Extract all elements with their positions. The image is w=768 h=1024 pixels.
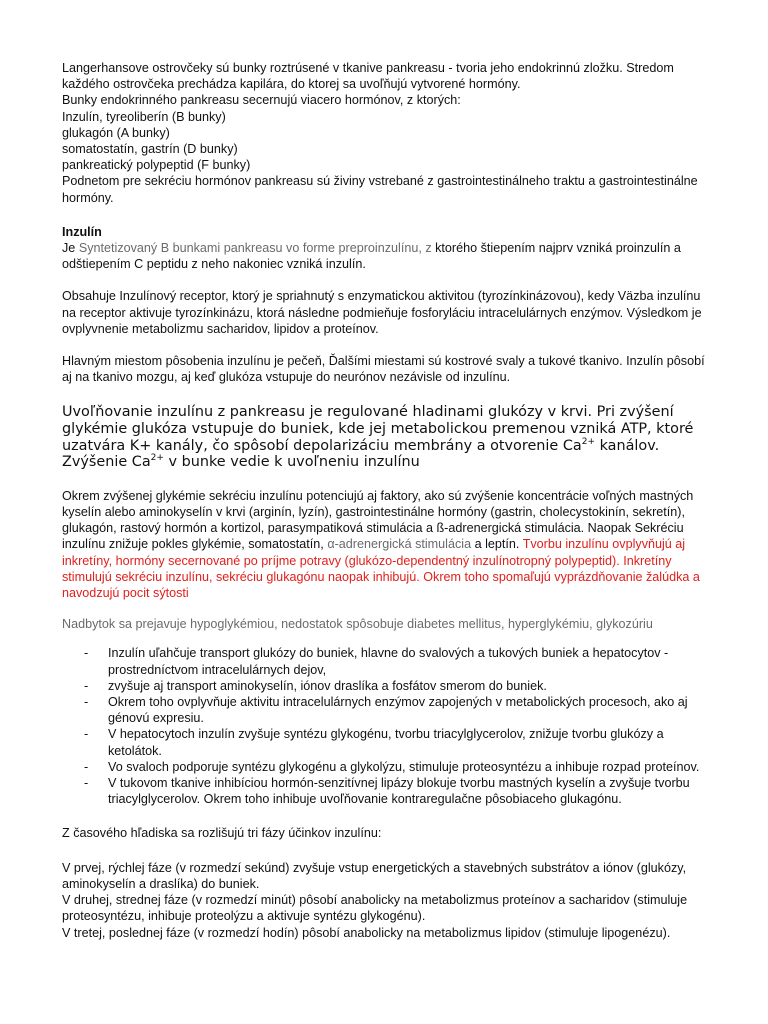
release-text-a: Uvoľňovanie inzulínu z pankreasu je regulované hladinami glukózy v krvi. Pri zvýšení glykémie glukóza vstupuje do buniek, kde jej metabolickou premenou vzniká ATP, ktoré uzatvára K+ kanály, čo spôsobí depolarizáciu membrány a otvorenie Ca bbox=[62, 404, 694, 454]
phase-second-paragraph: V druhej, strednej fáze (v rozmedzí minút) pôsobí anabolicky na metabolizmus proteínov a sacharidov (stimuluje proteosyntézu, inhibuje proteolýzu a aktivuje syntézu glykogénu). bbox=[62, 893, 688, 924]
release-text-b: kanálov. Zvýšenie Ca bbox=[62, 437, 660, 471]
list-item-text: Okrem toho ovplyvňuje aktivitu intracelulárnych enzýmov zapojených v metabolických procesoch, ako aj génovú expresiu. bbox=[108, 695, 688, 726]
list-item bbox=[62, 775, 710, 807]
factors-gray-text: α-adrenergická stimulácia bbox=[327, 537, 472, 552]
phase-third-paragraph: V tretej, poslednej fáze (v rozmedzí hodín) pôsobí anabolicky na metabolizmus lipidov (stimuluje lipogenézu). bbox=[62, 925, 671, 940]
phase-first-paragraph: V prvej, rýchlej fáze (v rozmedzí sekúnd) zvyšuje vstup energetických a stavebných substrátov a iónov (glukózy, aminokyselín a draslíka) do buniek. bbox=[62, 860, 687, 891]
list-item bbox=[62, 645, 710, 677]
intro-section bbox=[62, 60, 710, 206]
insulin-action-site-paragraph: Hlavným miestom pôsobenia inzulínu je pečeň, Ďalšími miestami sú kostrové svaly a tukové tkanivo. Inzulín pôsobí aj na tkanivo mozgu, aj keď glukóza vstupuje do neurónov nezávisle od inzulínu. bbox=[62, 354, 705, 385]
intro-paragraph-stimulus: Podnetom pre sekréciu hormónov pankreasu sú živiny vstrebané z gastrointestinálneho traktu a gastrointestinálne hormóny. bbox=[62, 174, 698, 205]
section-heading-insulin: Inzulín bbox=[62, 224, 102, 239]
phases-section bbox=[62, 860, 710, 941]
list-item bbox=[62, 678, 710, 694]
list-item-text: V hepatocytoch inzulín zvyšuje syntézu glykogénu, tvorbu triacylglycerolov, znižuje tvorbu glukózy a ketolátok. bbox=[108, 727, 664, 758]
synthesis-gray-text: Syntetizovaný B bunkami pankreasu vo forme preproinzulínu, z bbox=[78, 241, 432, 256]
intro-paragraph-islets: Langerhansove ostrovčeky sú bunky roztrúsené v tkanive pankreasu - tvoria jeho endokrinnú zložku. Stredom každého ostrovčeka prechádza kapilára, do ktorej sa uvoľňujú vytvorené hormóny. bbox=[62, 61, 674, 92]
insulin-receptor-paragraph: Obsahuje Inzulínový receptor, ktorý je spriahnutý s enzymatickou aktivitou (tyrozínkinázovou), kedy Väzba inzulínu na receptor aktivuje tyrozínkinázu, ktorá následne podmieňuje fosforyláciu intracelulárnych enzýmov. Výsledkom je ovplyvnenie metabolizmu sacharidov, lipidov a proteínov. bbox=[62, 289, 702, 336]
list-item bbox=[62, 726, 710, 758]
list-item bbox=[62, 759, 710, 775]
list-item-text: zvyšuje aj transport aminokyselín, iónov draslíka a fosfátov smerom do buniek. bbox=[108, 678, 547, 693]
excess-deficiency-paragraph: Nadbytok sa prejavuje hypoglykémiou, nedostatok spôsobuje diabetes mellitus, hyperglykémiu, glykozúriu bbox=[62, 617, 653, 632]
list-item-text: Inzulín uľahčuje transport glukózy do buniek, hlavne do svalových a tukových buniek a hepatocytov - prostredníctvom intracelulárnych dejov, bbox=[108, 646, 669, 677]
hormone-line-a-cells: glukagón (A bunky) bbox=[62, 125, 170, 140]
hormone-line-d-cells: somatostatín, gastrín (D bunky) bbox=[62, 142, 238, 157]
synthesis-rest: ktorého štiepením najprv vzniká proinzulín a odštiepením C peptidu z neho nakoniec vzniká inzulín. bbox=[62, 241, 681, 272]
release-text-c: v bunke vedie k uvoľneniu inzulínu bbox=[163, 454, 420, 471]
hormone-line-f-cells: pankreatický polypeptid (F bunky) bbox=[62, 158, 251, 173]
insulin-release-paragraph bbox=[62, 404, 710, 470]
list-item bbox=[62, 694, 710, 726]
phases-intro-paragraph: Z časového hľadiska sa rozlišujú tri fázy účinkov inzulínu: bbox=[62, 826, 382, 841]
insulin-synthesis-paragraph bbox=[62, 240, 710, 272]
insulin-effects-list bbox=[62, 645, 710, 807]
incretins-red-text: Tvorbu inzulínu ovplyvňujú aj inkretíny, hormóny secernované po príjme potravy (glukózo-dependentný inzulínotropný polypeptid). Inkretíny stimulujú sekréciu inzulínu, sekréciu glukagónu naopak inhibujú. Okrem toho spomaľujú vyprázdňovanie žalúdka a navodzujú pocit sýtosti bbox=[62, 537, 700, 601]
bullet-dash: - bbox=[84, 695, 89, 710]
bullet-dash: - bbox=[84, 776, 89, 791]
bullet-dash: - bbox=[84, 759, 89, 774]
list-item-text: V tukovom tkanive inhibíciou hormón-senzitívnej lipázy blokuje tvorbu mastných kyselín a zvyšuje tvorbu triacylglycerolov. Okrem toho inhibuje uvoľňovanie kontraregulačne pôsobiaceho glukagónu. bbox=[108, 776, 690, 807]
intro-paragraph-hormones: Bunky endokrinného pankreasu secernujú viacero hormónov, z ktorých: bbox=[62, 93, 461, 108]
factors-text-a: Okrem zvýšenej glykémie sekréciu inzulínu potenciujú aj faktory, ako sú zvýšenie koncentrácie voľných mastných kyselín alebo aminokyselín v krvi (arginín, lyzín), gastrointestinálne hormóny (gastrin, cholecystokinín, sekretín), glukagón, rastový hormón a kortizol, parasympatiková stimulácia a ß-adrenergická stimulácia. Naopak Sekréciu inzulínu znižuje pokles glykémie, somatostatín, bbox=[62, 488, 694, 552]
secretion-factors-paragraph bbox=[62, 488, 710, 601]
bullet-dash: - bbox=[84, 727, 89, 742]
bullet-dash: - bbox=[84, 646, 89, 661]
document-page bbox=[62, 60, 710, 941]
hormone-line-b-cells: Inzulín, tyreoliberín (B bunky) bbox=[62, 109, 226, 124]
list-item-text: Vo svaloch podporuje syntézu glykogénu a glykolýzu, stimuluje proteosyntézu a inhibuje rozpad proteínov. bbox=[108, 759, 700, 774]
release-superscript-1: 2+ bbox=[581, 436, 596, 447]
synthesis-prefix: Je bbox=[62, 241, 79, 256]
factors-text-b: a leptín. bbox=[471, 537, 523, 552]
release-superscript-2: 2+ bbox=[150, 453, 164, 464]
bullet-dash: - bbox=[84, 678, 89, 693]
